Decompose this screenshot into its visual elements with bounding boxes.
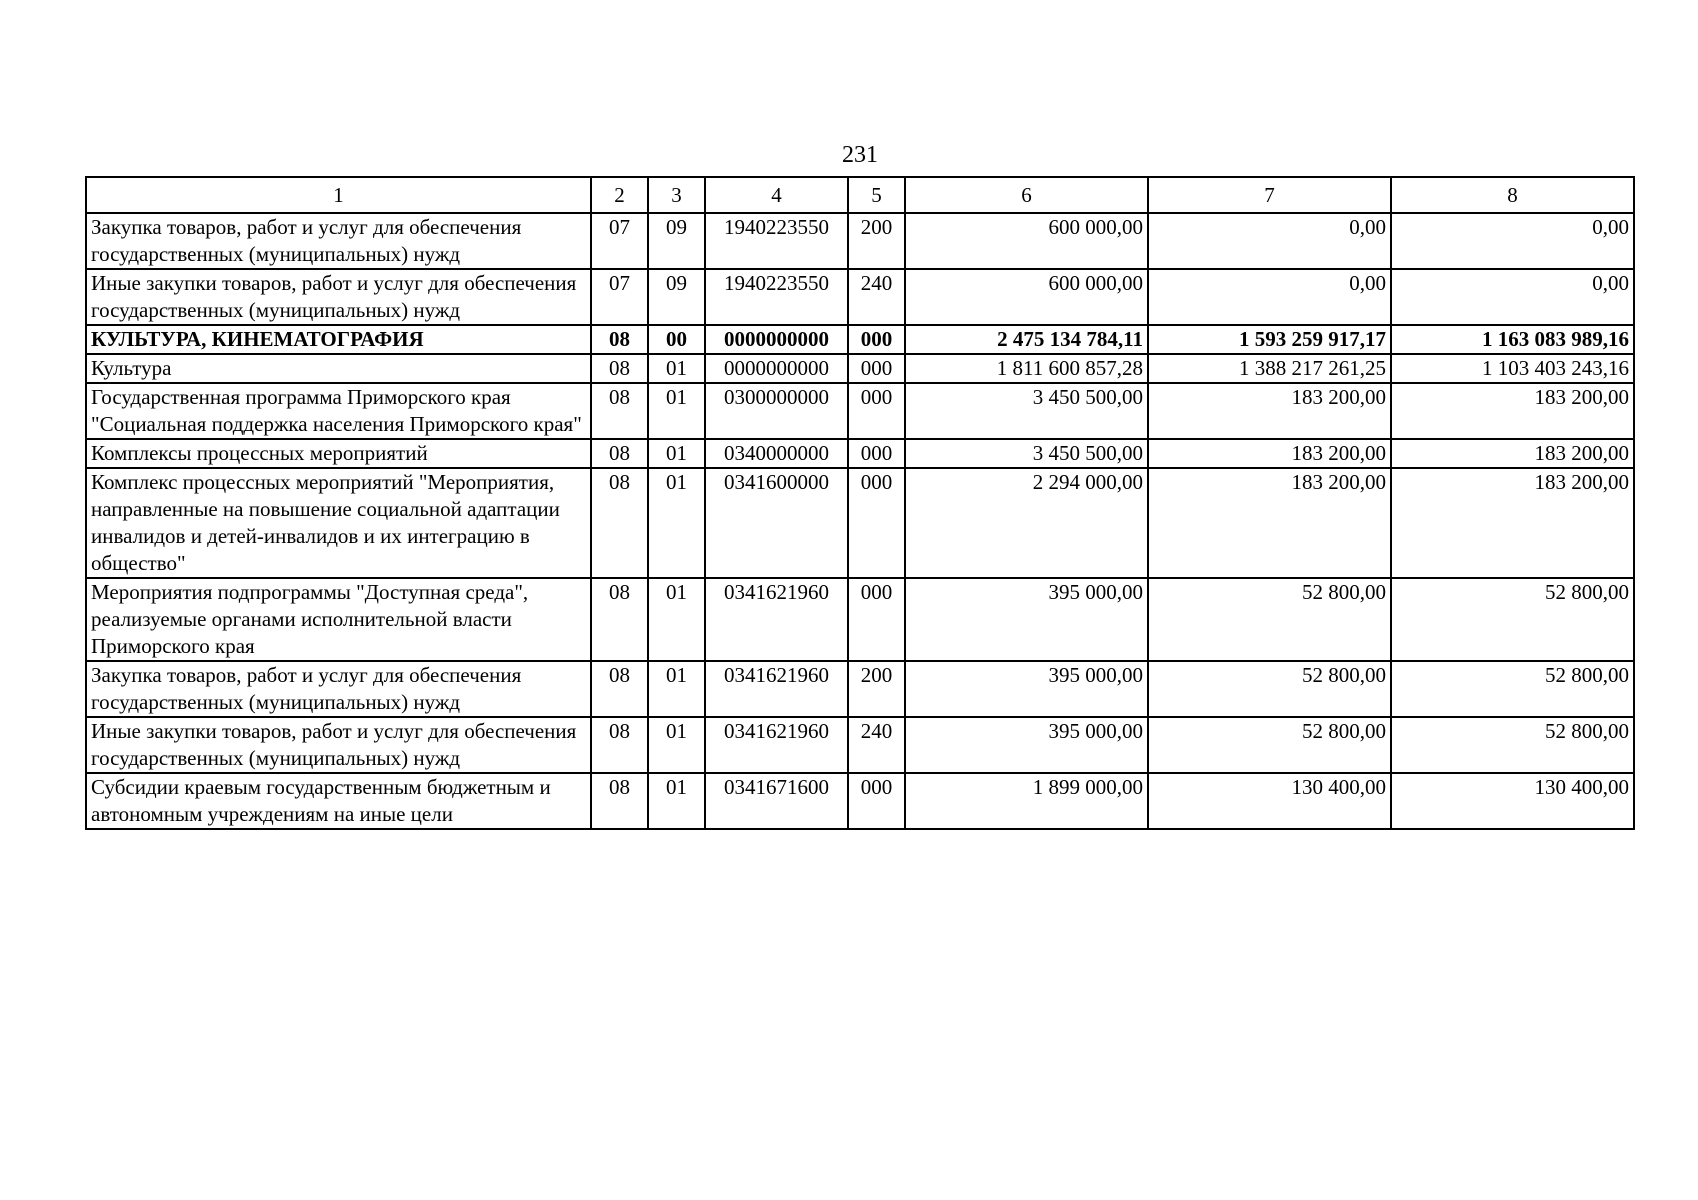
page-number: 231 [842,142,878,168]
row-target-article: 0000000000 [705,354,848,383]
row-amount-1: 600 000,00 [905,269,1148,325]
row-amount-3: 52 800,00 [1391,717,1634,773]
row-amount-2: 52 800,00 [1148,661,1391,717]
row-name: Комплекс процессных мероприятий "Мероприятия, направленные на повышение социальной адаптации инвалидов и детей-инвалидов и их интеграцию в общество" [86,468,591,578]
row-name: Иные закупки товаров, работ и услуг для обеспечения государственных (муниципальных) нужд [86,269,591,325]
table-row [86,325,1634,354]
row-amount-1: 600 000,00 [905,213,1148,269]
header-row [86,177,1634,213]
row-expense-type: 000 [848,468,905,578]
row-subsection: 01 [648,383,705,439]
row-subsection: 01 [648,717,705,773]
row-name: Мероприятия подпрограммы "Доступная среда", реализуемые органами исполнительной власти Приморского края [86,578,591,661]
row-amount-2: 1 593 259 917,17 [1148,325,1391,354]
row-section: 08 [591,354,648,383]
row-expense-type: 000 [848,383,905,439]
row-section: 08 [591,578,648,661]
row-section: 08 [591,325,648,354]
header-col-2: 2 [591,177,648,213]
row-name: Комплексы процессных мероприятий [86,439,591,468]
row-amount-2: 0,00 [1148,269,1391,325]
row-name: Иные закупки товаров, работ и услуг для обеспечения государственных (муниципальных) нужд [86,717,591,773]
row-amount-2: 130 400,00 [1148,773,1391,829]
row-amount-1: 395 000,00 [905,717,1148,773]
row-amount-1: 3 450 500,00 [905,439,1148,468]
row-expense-type: 000 [848,773,905,829]
row-target-article: 1940223550 [705,269,848,325]
header-col-1: 1 [86,177,591,213]
table-row [86,773,1634,829]
row-amount-3: 1 163 083 989,16 [1391,325,1634,354]
row-amount-2: 52 800,00 [1148,578,1391,661]
row-expense-type: 200 [848,213,905,269]
row-amount-1: 1 899 000,00 [905,773,1148,829]
row-target-article: 0000000000 [705,325,848,354]
table-row [86,354,1634,383]
header-col-8: 8 [1391,177,1634,213]
table-body [86,213,1634,829]
budget-table [85,176,1635,830]
header-col-6: 6 [905,177,1148,213]
row-name: Культура [86,354,591,383]
row-subsection: 00 [648,325,705,354]
row-amount-3: 0,00 [1391,269,1634,325]
row-target-article: 0341621960 [705,717,848,773]
row-section: 08 [591,439,648,468]
row-expense-type: 240 [848,269,905,325]
header-col-5: 5 [848,177,905,213]
row-amount-2: 0,00 [1148,213,1391,269]
row-target-article: 0341621960 [705,578,848,661]
table-row [86,661,1634,717]
table-row [86,439,1634,468]
row-amount-2: 52 800,00 [1148,717,1391,773]
row-amount-3: 0,00 [1391,213,1634,269]
row-amount-3: 130 400,00 [1391,773,1634,829]
row-subsection: 01 [648,354,705,383]
row-section: 08 [591,468,648,578]
row-subsection: 09 [648,269,705,325]
table-row [86,578,1634,661]
row-section: 08 [591,383,648,439]
row-name: КУЛЬТУРА, КИНЕМАТОГРАФИЯ [86,325,591,354]
row-amount-3: 183 200,00 [1391,439,1634,468]
row-amount-1: 395 000,00 [905,661,1148,717]
row-amount-3: 183 200,00 [1391,468,1634,578]
row-expense-type: 000 [848,325,905,354]
row-amount-2: 1 388 217 261,25 [1148,354,1391,383]
row-expense-type: 000 [848,439,905,468]
row-expense-type: 000 [848,578,905,661]
row-target-article: 0300000000 [705,383,848,439]
row-amount-3: 1 103 403 243,16 [1391,354,1634,383]
table-row [86,717,1634,773]
header-col-3: 3 [648,177,705,213]
row-target-article: 0341671600 [705,773,848,829]
header-col-7: 7 [1148,177,1391,213]
row-subsection: 01 [648,468,705,578]
row-amount-1: 2 475 134 784,11 [905,325,1148,354]
row-target-article: 0341621960 [705,661,848,717]
row-name: Закупка товаров, работ и услуг для обеспечения государственных (муниципальных) нужд [86,213,591,269]
row-expense-type: 240 [848,717,905,773]
row-name: Государственная программа Приморского края "Социальная поддержка населения Приморского края" [86,383,591,439]
row-target-article: 1940223550 [705,213,848,269]
row-name: Закупка товаров, работ и услуг для обеспечения государственных (муниципальных) нужд [86,661,591,717]
table-row [86,468,1634,578]
header-col-4: 4 [705,177,848,213]
row-target-article: 0340000000 [705,439,848,468]
row-expense-type: 000 [848,354,905,383]
row-section: 08 [591,717,648,773]
row-amount-3: 52 800,00 [1391,578,1634,661]
row-section: 07 [591,213,648,269]
row-amount-2: 183 200,00 [1148,383,1391,439]
row-section: 07 [591,269,648,325]
row-amount-1: 2 294 000,00 [905,468,1148,578]
row-subsection: 01 [648,439,705,468]
row-section: 08 [591,773,648,829]
row-target-article: 0341600000 [705,468,848,578]
row-amount-3: 183 200,00 [1391,383,1634,439]
row-amount-3: 52 800,00 [1391,661,1634,717]
row-name: Субсидии краевым государственным бюджетным и автономным учреждениям на иные цели [86,773,591,829]
row-subsection: 01 [648,661,705,717]
row-subsection: 01 [648,773,705,829]
row-amount-1: 3 450 500,00 [905,383,1148,439]
table-row [86,383,1634,439]
row-expense-type: 200 [848,661,905,717]
row-amount-1: 395 000,00 [905,578,1148,661]
row-amount-1: 1 811 600 857,28 [905,354,1148,383]
row-subsection: 01 [648,578,705,661]
row-section: 08 [591,661,648,717]
row-amount-2: 183 200,00 [1148,439,1391,468]
table-row [86,269,1634,325]
row-amount-2: 183 200,00 [1148,468,1391,578]
row-subsection: 09 [648,213,705,269]
table-row [86,213,1634,269]
